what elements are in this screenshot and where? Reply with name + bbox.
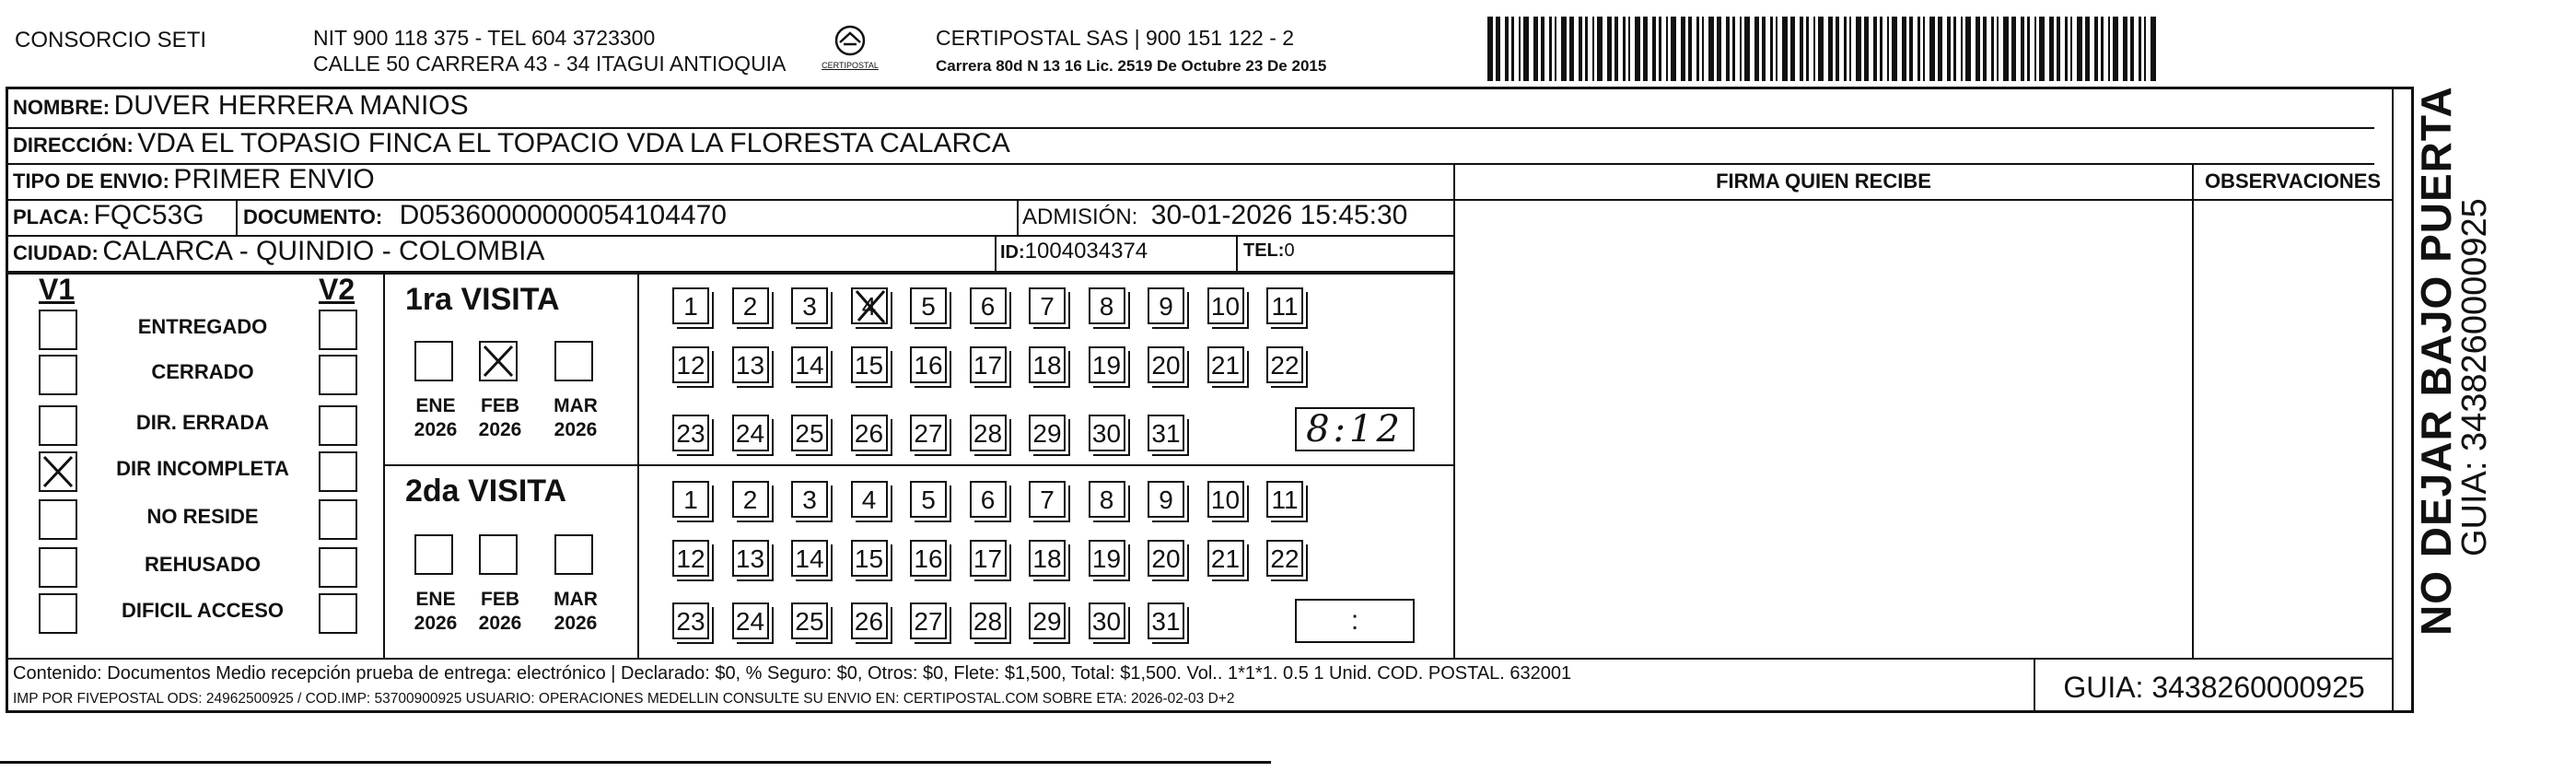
plate-label: PLACA:: [13, 205, 90, 228]
day-number: 17: [973, 351, 1003, 380]
month-name: MAR: [554, 589, 598, 610]
day-number: 21: [1210, 351, 1241, 380]
day-cell[interactable]: [1029, 602, 1066, 639]
day-number: 2: [742, 292, 758, 321]
v2-checkbox[interactable]: [319, 355, 357, 395]
day-cell[interactable]: [1207, 287, 1244, 324]
plate-value: FQC53G: [93, 200, 204, 230]
day-number: 9: [1159, 485, 1173, 514]
day-cell[interactable]: [910, 415, 947, 451]
day-cell[interactable]: [732, 346, 769, 383]
day-cell[interactable]: [1148, 540, 1184, 577]
id-value: 1004034374: [1024, 239, 1148, 263]
address-field: [13, 128, 1010, 159]
day-number: 23: [676, 419, 705, 448]
name-field: [13, 90, 469, 122]
day-number: 16: [914, 544, 943, 573]
day-number: 24: [735, 607, 765, 636]
day-number: 9: [1159, 292, 1173, 321]
month-label: [403, 394, 468, 442]
day-cell[interactable]: [851, 287, 888, 324]
v2-checkbox[interactable]: [319, 310, 357, 350]
day-cell[interactable]: [1029, 346, 1066, 383]
day-number: 19: [1091, 544, 1122, 573]
day-cell[interactable]: [1089, 287, 1125, 324]
day-cell[interactable]: [1029, 540, 1066, 577]
day-number: 25: [795, 607, 824, 636]
day-cell[interactable]: [970, 346, 1007, 383]
day-cell[interactable]: [1089, 346, 1125, 383]
day-cell[interactable]: [791, 602, 828, 639]
address-line: CALLE 50 CARRERA 43 - 34 ITAGUI ANTIOQUIA: [313, 52, 787, 76]
day-cell[interactable]: [1148, 602, 1184, 639]
day-number: 5: [921, 485, 936, 514]
day-cell[interactable]: [1207, 346, 1244, 383]
month-checkbox[interactable]: [554, 534, 593, 575]
v1-checkbox[interactable]: [39, 593, 77, 634]
status-label: ENTREGADO: [137, 315, 268, 338]
side-warning-text: NO DEJAR BAJO PUERTA: [2412, 86, 2460, 636]
day-cell[interactable]: [1266, 346, 1303, 383]
day-cell[interactable]: [970, 481, 1007, 518]
day-number: 11: [1271, 292, 1299, 321]
day-number: 24: [735, 419, 765, 448]
day-number: 26: [854, 419, 884, 448]
v1-label: V1: [39, 273, 76, 306]
id-field: [1000, 239, 1148, 264]
day-number: 11: [1271, 485, 1299, 514]
v2-checkbox[interactable]: [319, 547, 357, 588]
day-cell[interactable]: [1029, 481, 1066, 518]
day-number: 27: [914, 419, 943, 448]
day-number: 19: [1091, 351, 1122, 380]
day-cell[interactable]: [732, 602, 769, 639]
day-cell[interactable]: [791, 346, 828, 383]
day-number: 12: [676, 351, 705, 380]
day-cell[interactable]: [791, 287, 828, 324]
day-cell[interactable]: [1266, 540, 1303, 577]
day-number: 7: [1040, 485, 1055, 514]
signature-header: FIRMA QUIEN RECIBE: [1716, 170, 1931, 193]
day-number: 18: [1032, 544, 1062, 573]
side-warning: [2411, 86, 2461, 636]
city-label: CIUDAD:: [13, 241, 99, 264]
day-number: 14: [795, 351, 824, 380]
v1-checkbox[interactable]: [39, 547, 77, 588]
v2-label: V2: [319, 273, 356, 306]
day-cell[interactable]: [970, 540, 1007, 577]
month-label: [468, 394, 532, 442]
observations-header: OBSERVACIONES: [2204, 170, 2382, 193]
day-cell[interactable]: [732, 540, 769, 577]
document-field: [243, 200, 727, 231]
day-cell[interactable]: [851, 415, 888, 451]
month-year: 2026: [414, 613, 458, 634]
day-number: 29: [1032, 607, 1062, 636]
document-label: DOCUMENTO:: [243, 205, 383, 228]
day-cell[interactable]: [672, 540, 709, 577]
month-year: 2026: [478, 613, 522, 634]
month-label: [403, 588, 468, 636]
footer-guia: GUIA: 3438260000925: [2063, 671, 2365, 704]
city-field: [13, 236, 544, 267]
day-number: 8: [1099, 292, 1114, 321]
day-cell[interactable]: [1148, 287, 1184, 324]
nit-line: NIT 900 118 375 - TEL 604 3723300: [313, 26, 656, 50]
month-name: FEB: [481, 589, 519, 610]
admission-field: [1022, 200, 1407, 231]
day-number: 13: [735, 544, 765, 573]
day-number: 8: [1099, 485, 1114, 514]
day-number: 22: [1270, 544, 1300, 573]
company-name: CONSORCIO SETI: [15, 28, 207, 53]
footer-content: Contenido: Documentos Medio recepción prueba de entrega: electrónico | Declarado: $0, % Seguro: $0, Otros: $0, Flete: $1,500, Total: $1,500. Vol.. 1*1*1. 0.5 1 Unid. COD. POSTAL. 632001: [13, 663, 1572, 684]
month-year: 2026: [554, 419, 598, 440]
type-field: [13, 164, 375, 195]
day-number: 23: [676, 607, 705, 636]
day-number: 31: [1151, 419, 1181, 448]
month-label: [468, 588, 532, 636]
month-checkbox[interactable]: [554, 341, 593, 381]
day-cell[interactable]: [1089, 415, 1125, 451]
day-cell[interactable]: [672, 602, 709, 639]
day-number: 28: [973, 419, 1003, 448]
day-number: 18: [1032, 351, 1062, 380]
month-name: MAR: [554, 395, 598, 416]
status-label: DIR INCOMPLETA: [116, 457, 289, 480]
admission-label: ADMISIÓN:: [1022, 205, 1138, 229]
month-year: 2026: [414, 419, 458, 440]
day-number: 3: [802, 292, 817, 321]
month-checkbox[interactable]: [479, 341, 518, 381]
v1-checkbox[interactable]: [39, 499, 77, 540]
footer-imp: IMP POR FIVEPOSTAL ODS: 24962500925 / COD.IMP: 53700900925 USUARIO: OPERACIONES MEDELLIN CONSULTE SU ENVIO EN: CERTIPOSTAL.COM SOBRE ETA: 2026-02-03 D+2: [13, 691, 1235, 707]
v2-checkbox[interactable]: [319, 405, 357, 446]
day-cell[interactable]: [851, 602, 888, 639]
day-number: 10: [1210, 292, 1241, 321]
day-number: 16: [914, 351, 943, 380]
day-cell[interactable]: [851, 346, 888, 383]
carrier-sub: Carrera 80d N 13 16 Lic. 2519 De Octubre 23 De 2015: [936, 57, 1327, 75]
day-number: 7: [1040, 292, 1055, 321]
tel-value: 0: [1284, 240, 1295, 261]
day-cell[interactable]: [791, 415, 828, 451]
second-visit-time-value: :: [1350, 605, 1359, 636]
day-cell[interactable]: [791, 481, 828, 518]
day-cell[interactable]: [732, 415, 769, 451]
day-number: 20: [1151, 544, 1181, 573]
day-cell[interactable]: [910, 481, 947, 518]
day-cell[interactable]: [1029, 415, 1066, 451]
tel-field: [1243, 240, 1295, 262]
day-number: 6: [980, 485, 996, 514]
month-label: [543, 394, 608, 442]
first-visit-label: 1ra VISITA: [405, 282, 560, 317]
name-value: DUVER HERRERA MANIOS: [113, 90, 469, 121]
day-cell[interactable]: [970, 287, 1007, 324]
day-cell[interactable]: [1207, 481, 1244, 518]
plate-field: [13, 200, 204, 231]
barcode: [1487, 17, 2160, 81]
day-number: 14: [795, 544, 824, 573]
day-cell[interactable]: [851, 540, 888, 577]
address-value: VDA EL TOPASIO FINCA EL TOPACIO VDA LA FLORESTA CALARCA: [137, 128, 1010, 158]
side-guia-text: GUIA: 3438260000925: [2455, 198, 2494, 556]
v1-checkbox[interactable]: [39, 355, 77, 395]
day-number: 15: [854, 351, 884, 380]
month-name: ENE: [415, 589, 456, 610]
type-value: PRIMER ENVIO: [173, 164, 375, 194]
v2-checkbox[interactable]: [319, 451, 357, 492]
name-label: NOMBRE:: [13, 96, 111, 119]
day-number: 28: [973, 607, 1003, 636]
day-cell[interactable]: [1207, 540, 1244, 577]
type-label: TIPO DE ENVIO:: [13, 170, 169, 193]
day-number: 4: [861, 485, 877, 514]
day-cell[interactable]: [1089, 602, 1125, 639]
first-visit-time[interactable]: [1295, 407, 1415, 451]
day-cell[interactable]: [910, 346, 947, 383]
second-visit-time[interactable]: [1295, 599, 1415, 643]
month-year: 2026: [478, 419, 522, 440]
first-visit-time-value: 8:12: [1306, 408, 1404, 450]
day-cell[interactable]: [672, 481, 709, 518]
day-number: 29: [1032, 419, 1062, 448]
month-checkbox[interactable]: [414, 534, 453, 575]
month-label: [543, 588, 608, 636]
day-cell[interactable]: [1148, 346, 1184, 383]
certipostal-logo: [818, 24, 882, 77]
admission-value: 30-01-2026 15:45:30: [1150, 200, 1408, 230]
day-cell[interactable]: [910, 287, 947, 324]
day-number: 15: [854, 544, 884, 573]
status-label: CERRADO: [151, 360, 254, 383]
day-number: 22: [1270, 351, 1300, 380]
v2-checkbox[interactable]: [319, 593, 357, 634]
status-label: DIFICIL ACCESO: [121, 599, 284, 622]
id-label: ID:: [1000, 242, 1025, 263]
v1-checkbox[interactable]: [39, 451, 77, 492]
day-number: 3: [802, 485, 817, 514]
month-year: 2026: [554, 613, 598, 634]
status-label: NO RESIDE: [146, 505, 259, 528]
day-cell[interactable]: [970, 415, 1007, 451]
city-value: CALARCA - QUINDIO - COLOMBIA: [102, 236, 545, 266]
day-number: 6: [980, 292, 996, 321]
day-number: 31: [1151, 607, 1181, 636]
day-cell[interactable]: [851, 481, 888, 518]
status-label: DIR. ERRADA: [135, 411, 270, 434]
month-name: ENE: [415, 395, 456, 416]
day-cell[interactable]: [1089, 540, 1125, 577]
day-number: 21: [1210, 544, 1241, 573]
day-number: 2: [742, 485, 758, 514]
document-value: D05360000000054104470: [399, 200, 727, 230]
day-number: 20: [1151, 351, 1181, 380]
logo-text: CERTIPOSTAL: [822, 61, 879, 70]
day-cell[interactable]: [672, 287, 709, 324]
day-number: 13: [735, 351, 765, 380]
v1-checkbox[interactable]: [39, 310, 77, 350]
day-number: 25: [795, 419, 824, 448]
day-number: 4: [861, 292, 877, 321]
status-label: REHUSADO: [145, 553, 261, 576]
day-number: 1: [683, 292, 698, 321]
day-number: 30: [1091, 607, 1122, 636]
day-cell[interactable]: [791, 540, 828, 577]
day-cell[interactable]: [1089, 481, 1125, 518]
day-cell[interactable]: [1266, 481, 1303, 518]
month-checkbox[interactable]: [479, 534, 518, 575]
day-number: 27: [914, 607, 943, 636]
day-number: 26: [854, 607, 884, 636]
day-cell[interactable]: [732, 287, 769, 324]
day-cell[interactable]: [910, 540, 947, 577]
day-cell[interactable]: [910, 602, 947, 639]
day-cell[interactable]: [672, 415, 709, 451]
day-number: 1: [683, 485, 698, 514]
day-cell[interactable]: [732, 481, 769, 518]
carrier-line: CERTIPOSTAL SAS | 900 151 122 - 2: [936, 26, 1295, 50]
side-guia: [2455, 198, 2495, 556]
day-cell[interactable]: [1148, 481, 1184, 518]
month-checkbox[interactable]: [414, 341, 453, 381]
tel-label: TEL:: [1243, 240, 1285, 261]
address-label: DIRECCIÓN:: [13, 134, 134, 157]
second-visit-label: 2da VISITA: [405, 474, 567, 509]
day-cell[interactable]: [1029, 287, 1066, 324]
day-number: 5: [921, 292, 936, 321]
day-cell[interactable]: [970, 602, 1007, 639]
day-number: 12: [676, 544, 705, 573]
month-name: FEB: [481, 395, 519, 416]
day-cell[interactable]: [1266, 287, 1303, 324]
day-number: 17: [973, 544, 1003, 573]
day-cell[interactable]: [1148, 415, 1184, 451]
day-number: 30: [1091, 419, 1122, 448]
v1-checkbox[interactable]: [39, 405, 77, 446]
day-cell[interactable]: [672, 346, 709, 383]
day-number: 10: [1210, 485, 1241, 514]
v2-checkbox[interactable]: [319, 499, 357, 540]
